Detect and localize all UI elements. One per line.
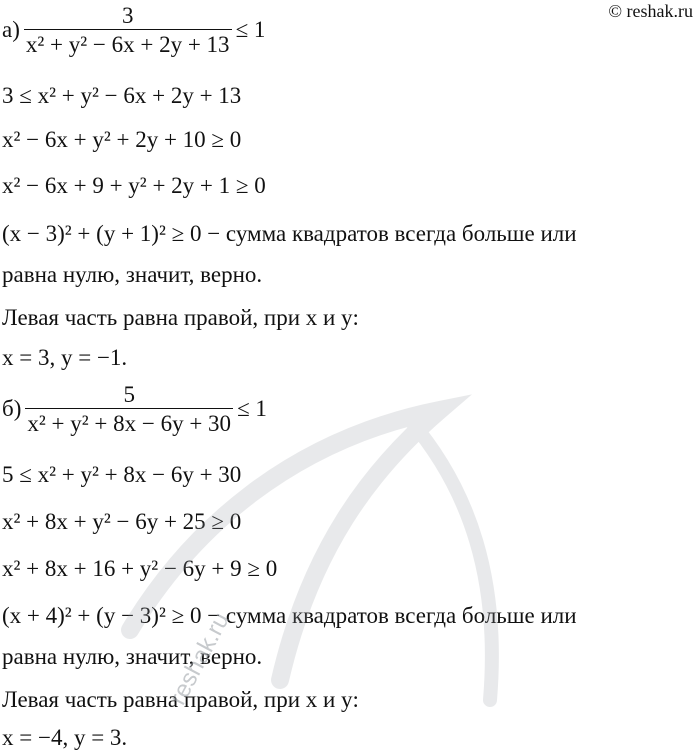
part-b-answer: x = −4, y = 3. [2, 725, 128, 750]
part-a-step-3: x² − 6x + 9 + y² + 2y + 1 ≥ 0 [2, 173, 266, 198]
part-a-answer: x = 3, y = −1. [2, 345, 128, 370]
part-b-denominator: x² + y² + 8x − 6y + 30 [25, 408, 233, 435]
copyright-notice: © reshak.ru [608, 1, 693, 21]
part-b-fraction [25, 383, 233, 435]
part-b-step-2: x² + 8x + y² − 6y + 25 ≥ 0 [2, 509, 242, 534]
part-a-step-2: x² − 6x + y² + 2y + 10 ≥ 0 [2, 127, 242, 152]
part-a-equality-note: Левая часть равна правой, при x и y: [2, 305, 359, 330]
part-a-numerator: 3 [121, 3, 134, 28]
part-a-step-4: (x − 3)² + (y + 1)² ≥ 0 − сумма квадратов всегда больше или [2, 221, 577, 246]
part-a-denominator: x² + y² − 6x + 2y + 13 [24, 29, 232, 56]
part-a-label: а) [2, 17, 20, 42]
part-b-rhs: ≤ 1 [237, 396, 267, 421]
part-a-inequality [2, 4, 265, 56]
part-b-conclusion: равна нулю, значит, верно. [2, 644, 263, 669]
part-b-step-3: x² + 8x + 16 + y² − 6y + 9 ≥ 0 [2, 556, 278, 581]
part-a-fraction [24, 4, 232, 56]
part-b-label: б) [2, 396, 22, 421]
part-b-inequality [2, 383, 267, 435]
part-b-step-4: (x + 4)² + (y − 3)² ≥ 0 − сумма квадратов всегда больше или [2, 603, 577, 628]
part-a-step-1: 3 ≤ x² + y² − 6x + 2y + 13 [2, 83, 242, 108]
part-a-rhs: ≤ 1 [235, 17, 266, 42]
part-b-equality-note: Левая часть равна правой, при x и y: [2, 687, 359, 712]
part-b-numerator: 5 [123, 382, 135, 407]
watermark-text: reshak.ru [164, 608, 235, 710]
part-b-step-1: 5 ≤ x² + y² + 8x − 6y + 30 [2, 462, 242, 487]
part-a-conclusion: равна нулю, значит, верно. [2, 262, 263, 287]
